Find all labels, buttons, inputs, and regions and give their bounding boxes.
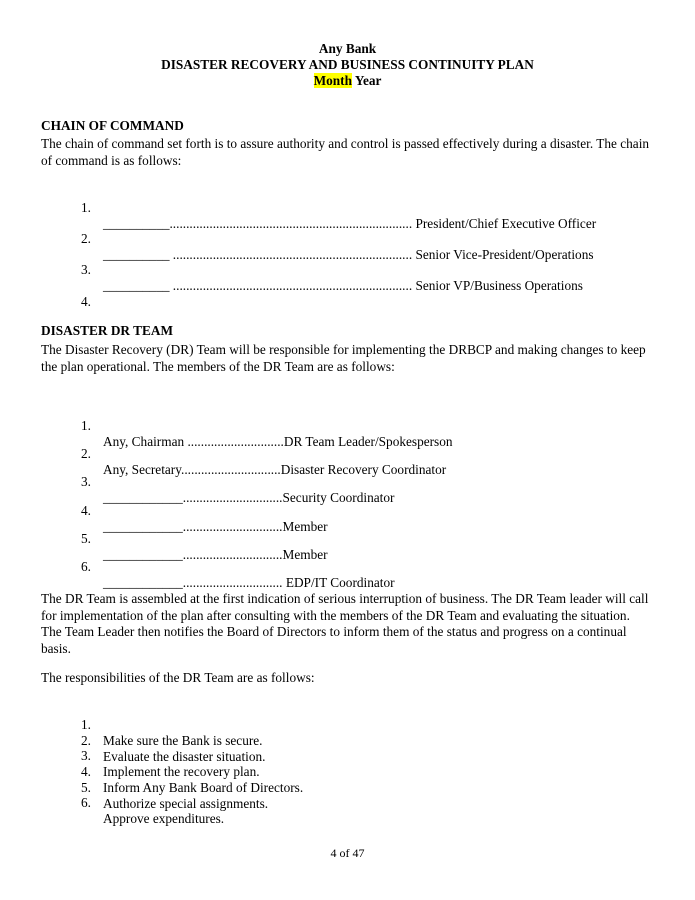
responsibility-text: Inform Any Bank Board of Directors.	[103, 780, 304, 795]
plan-title: DISASTER RECOVERY AND BUSINESS CONTINUITY PLAN	[161, 57, 534, 72]
responsibility-number: 3.	[81, 748, 91, 763]
bank-name: Any Bank	[318, 41, 377, 56]
responsibility-number: 2.	[81, 733, 91, 748]
responsibility-number: 4.	[81, 764, 91, 779]
responsibility-number: 6.	[81, 795, 91, 810]
document-header	[0, 41, 695, 89]
member-number: 2.	[81, 446, 91, 461]
member-number: 3.	[81, 474, 91, 489]
responsibility-text: Evaluate the disaster situation.	[103, 749, 266, 764]
member-number: 6.	[81, 559, 91, 574]
chain-of-command-heading: CHAIN OF COMMAND	[41, 118, 184, 133]
responsibilities-intro: The responsibilities of the DR Team are as follows:	[41, 670, 315, 685]
responsibility-number: 5.	[81, 780, 91, 795]
member-number: 4.	[81, 503, 91, 518]
member-text: Any, Chairman .............................DR Team Leader/Spokesperson	[103, 434, 453, 449]
month-placeholder-highlighted: Month	[313, 73, 352, 88]
item-text: __________ ........................................................................ Senior Vice-President/Operations	[103, 247, 594, 262]
dr-team-intro: The Disaster Recovery (DR) Team will be responsible for implementing the DRBCP and making changes to keep the plan operational. The members of the DR Team are as follows:	[41, 342, 646, 374]
responsibility-text: Make sure the Bank is secure.	[103, 733, 263, 748]
item-text: __________ ........................................................................ Senior VP/Business Operations	[103, 278, 583, 293]
member-number: 1.	[81, 418, 91, 433]
responsibility-text: Implement the recovery plan.	[103, 764, 260, 779]
member-number: 5.	[81, 531, 91, 546]
plan-date	[0, 73, 695, 89]
member-text: ____________..............................Member	[103, 519, 328, 534]
item-text: __________......................................................................... President/Chief Executive Officer	[103, 216, 597, 231]
member-text: Any, Secretary..............................Disaster Recovery Coordinator	[103, 462, 447, 477]
member-text: ____________.............................. EDP/IT Coordinator	[103, 575, 395, 590]
dr-team-heading: DISASTER DR TEAM	[41, 323, 174, 338]
member-text: ____________..............................Member	[103, 547, 328, 562]
member-text: ____________..............................Security Coordinator	[103, 490, 395, 505]
item-number: 3.	[81, 262, 91, 277]
year-label: Year	[354, 73, 382, 88]
item-number: 1.	[81, 200, 91, 215]
dr-team-assembly-paragraph: The DR Team is assembled at the first indication of serious interruption of business. The DR Team leader will call for implementation of the plan after consulting with the members of the DR Team and evaluating the situation. The Team Leader then notifies the Board of Directors to inform them of the status and progress on a continual basis.	[41, 591, 649, 656]
responsibility-text: Authorize special assignments.	[103, 796, 269, 811]
responsibility-number: 1.	[81, 717, 91, 732]
page-number-footer: 4 of 47	[330, 846, 365, 860]
item-number: 4.	[81, 294, 91, 309]
chain-of-command-intro: The chain of command set forth is to assure authority and control is passed effectively during a disaster. The chain of command is as follows:	[41, 136, 650, 168]
responsibility-text: Approve expenditures.	[103, 811, 225, 826]
chain-of-command-item	[0, 278, 91, 342]
item-number: 2.	[81, 231, 91, 246]
